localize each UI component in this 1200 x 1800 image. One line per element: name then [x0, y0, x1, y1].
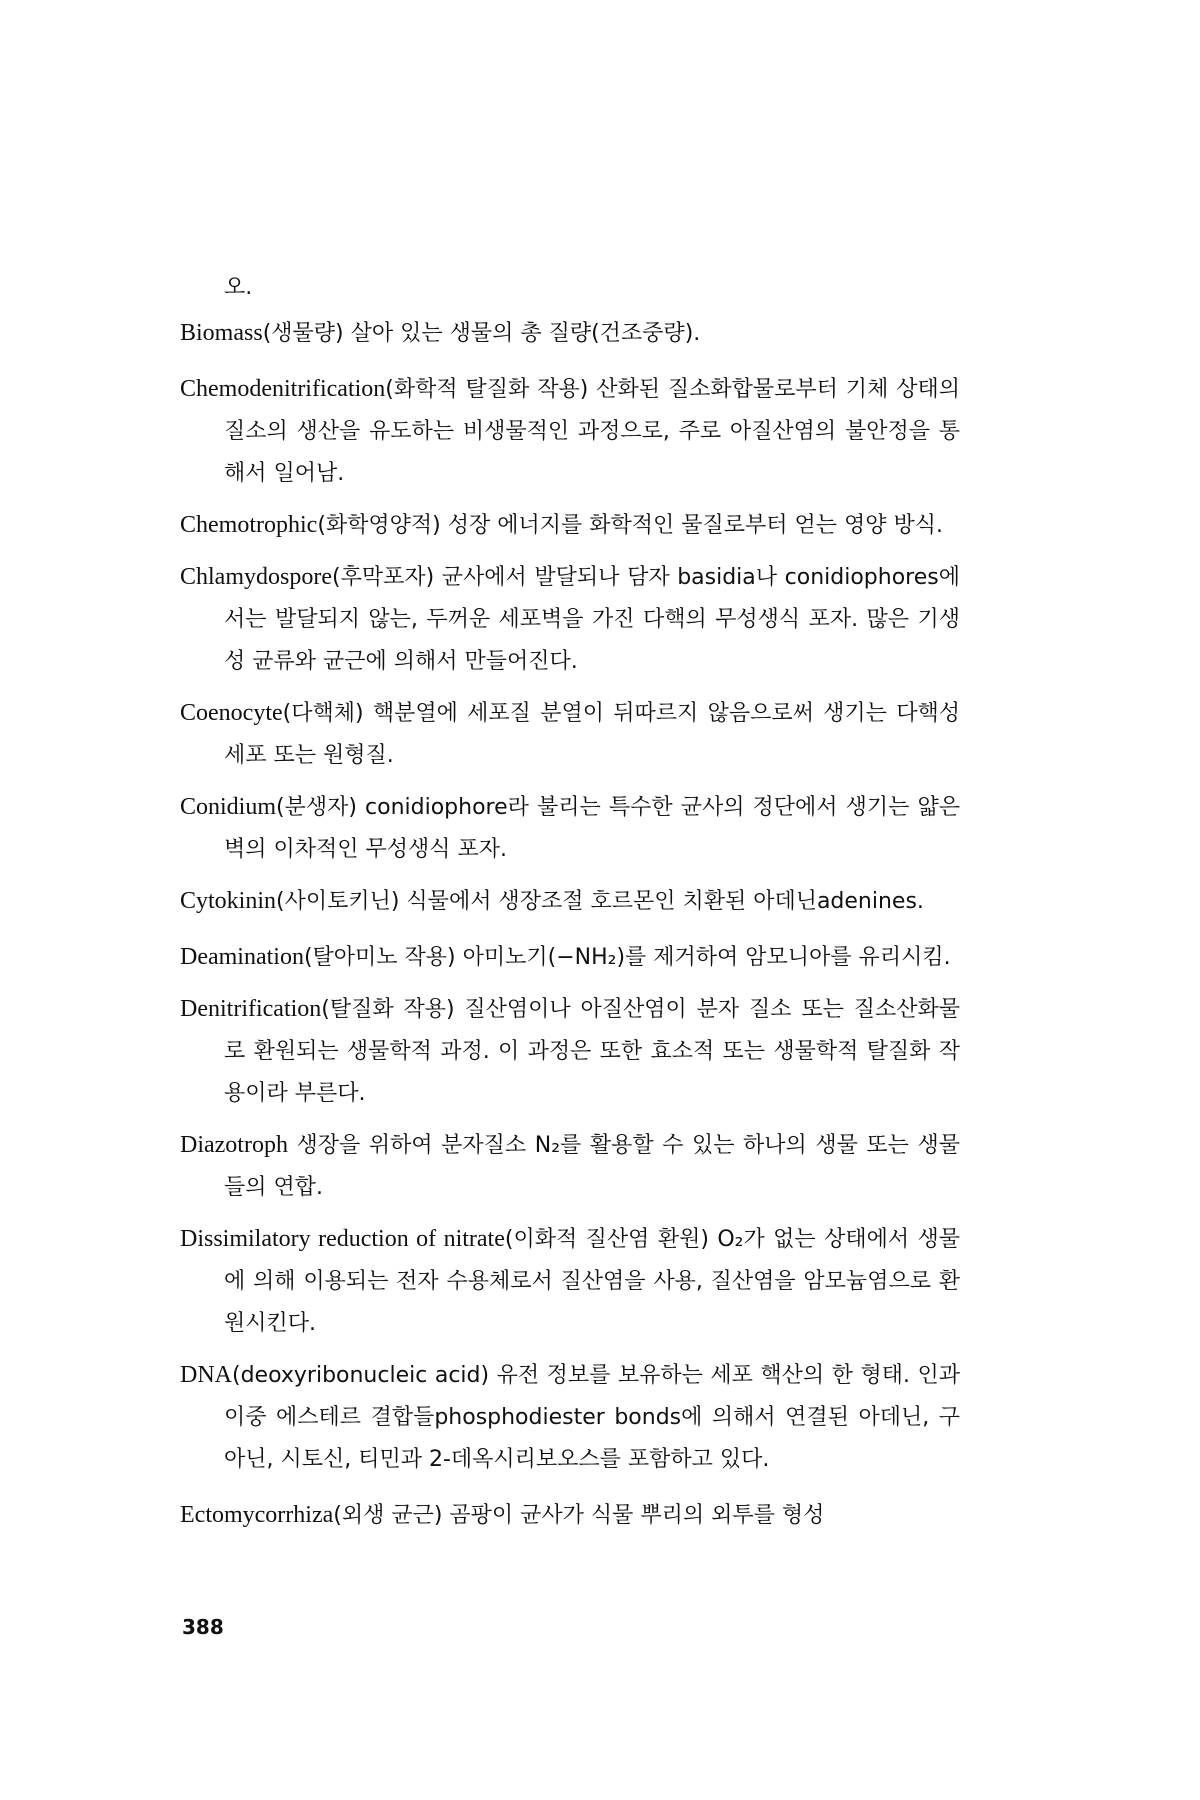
glossary-entry-denitrification [180, 988, 960, 1114]
glossary-entry-chemotrophic [180, 504, 960, 546]
glossary-definition: (생물량) 살아 있는 생물의 총 질량(건조중량). [262, 321, 701, 346]
glossary-definition: (외생 균근) 곰팡이 균사가 식물 뿌리의 외투를 형성 [333, 1503, 825, 1528]
page-number: 388 [182, 1615, 224, 1639]
glossary-definition: (이화적 질산염 환원) O₂가 없는 상태에서 생물에 의해 이용되는 전자 수용체로서 질산염을 사용, 질산염을 암모늄염으로 환원시킨다. [224, 1227, 961, 1336]
glossary-term: Biomass [180, 320, 263, 346]
glossary-term: Deamination [180, 944, 304, 970]
glossary-definition: (사이토키닌) 식물에서 생장조절 호르몬인 치환된 아데닌adenines. [276, 889, 924, 914]
continued-fragment: 오. [224, 275, 253, 300]
glossary-entry-chlamydospore [180, 556, 960, 682]
glossary-term: Coenocyte [180, 700, 283, 726]
glossary-definition: (화학영양적) 성장 에너지를 화학적인 물질로부터 얻는 영양 방식. [317, 513, 943, 538]
glossary-entry-coenocyte [180, 692, 960, 776]
glossary-term: Chlamydospore [180, 564, 332, 590]
glossary-term: Cytokinin [180, 888, 277, 914]
glossary-term: DNA [180, 1362, 232, 1388]
glossary-entry-dissimilatory-reduction [180, 1218, 960, 1344]
glossary-term: Chemotrophic [180, 512, 318, 538]
glossary-definition: (deoxyribonucleic acid) 유전 정보를 보유하는 세포 핵산의 한 형태. 인과 이중 에스테르 결합들phosphodiester bonds에 의해서 연결된 아데닌, 구아닌, 시토신, 티민과 2-데옥시리보오스를 포함하고 있다. [224, 1363, 960, 1472]
glossary-entry-conidium [180, 786, 960, 870]
glossary-term: Ectomycorrhiza [180, 1502, 334, 1528]
glossary-definition: (후막포자) 균사에서 발달되나 담자 basidia나 conidiophores에서는 발달되지 않는, 두꺼운 세포벽을 가진 다핵의 무성생식 포자. 많은 기생성 균류와 균근에 의해서 만들어진다. [224, 565, 960, 674]
glossary-term: Dissimilatory reduction of nitrate [180, 1226, 505, 1252]
glossary-entry-cytokinin [180, 880, 960, 922]
glossary-definition: (화학적 탈질화 작용) 산화된 질소화합물로부터 기체 상태의 질소의 생산을 유도하는 비생물적인 과정으로, 주로 아질산염의 불안정을 통해서 일어남. [224, 377, 960, 486]
glossary-term: Diazotroph [180, 1132, 288, 1158]
glossary-entry-deamination [180, 936, 960, 978]
glossary-definition: (다핵체) 핵분열에 세포질 분열이 뒤따르지 않음으로써 생기는 다핵성 세포 또는 원형질. [224, 701, 960, 768]
glossary-body [180, 268, 960, 1546]
glossary-definition: (탈아미노 작용) 아미노기(−NH₂)를 제거하여 암모니아를 유리시킴. [303, 945, 951, 970]
glossary-entry-ectomycorrhiza [180, 1494, 960, 1536]
glossary-term: Chemodenitrification [180, 376, 386, 402]
glossary-definition: 생장을 위하여 분자질소 N₂를 활용할 수 있는 하나의 생물 또는 생물들의 연합. [224, 1133, 960, 1200]
glossary-term: Conidium [180, 794, 277, 820]
glossary-entry-biomass [180, 312, 960, 354]
glossary-term: Denitrification [180, 996, 322, 1022]
glossary-entry-diazotroph [180, 1124, 960, 1208]
glossary-entry-chemodenitrification [180, 368, 960, 494]
glossary-entry-dna [180, 1354, 960, 1480]
glossary-definition: (분생자) conidiophore라 불리는 특수한 균사의 정단에서 생기는 얇은 벽의 이차적인 무성생식 포자. [224, 795, 960, 862]
glossary-definition: (탈질화 작용) 질산염이나 아질산염이 분자 질소 또는 질소산화물로 환원되는 생물학적 과정. 이 과정은 또한 효소적 또는 생물학적 탈질화 작용이라 부른다. [224, 997, 960, 1106]
